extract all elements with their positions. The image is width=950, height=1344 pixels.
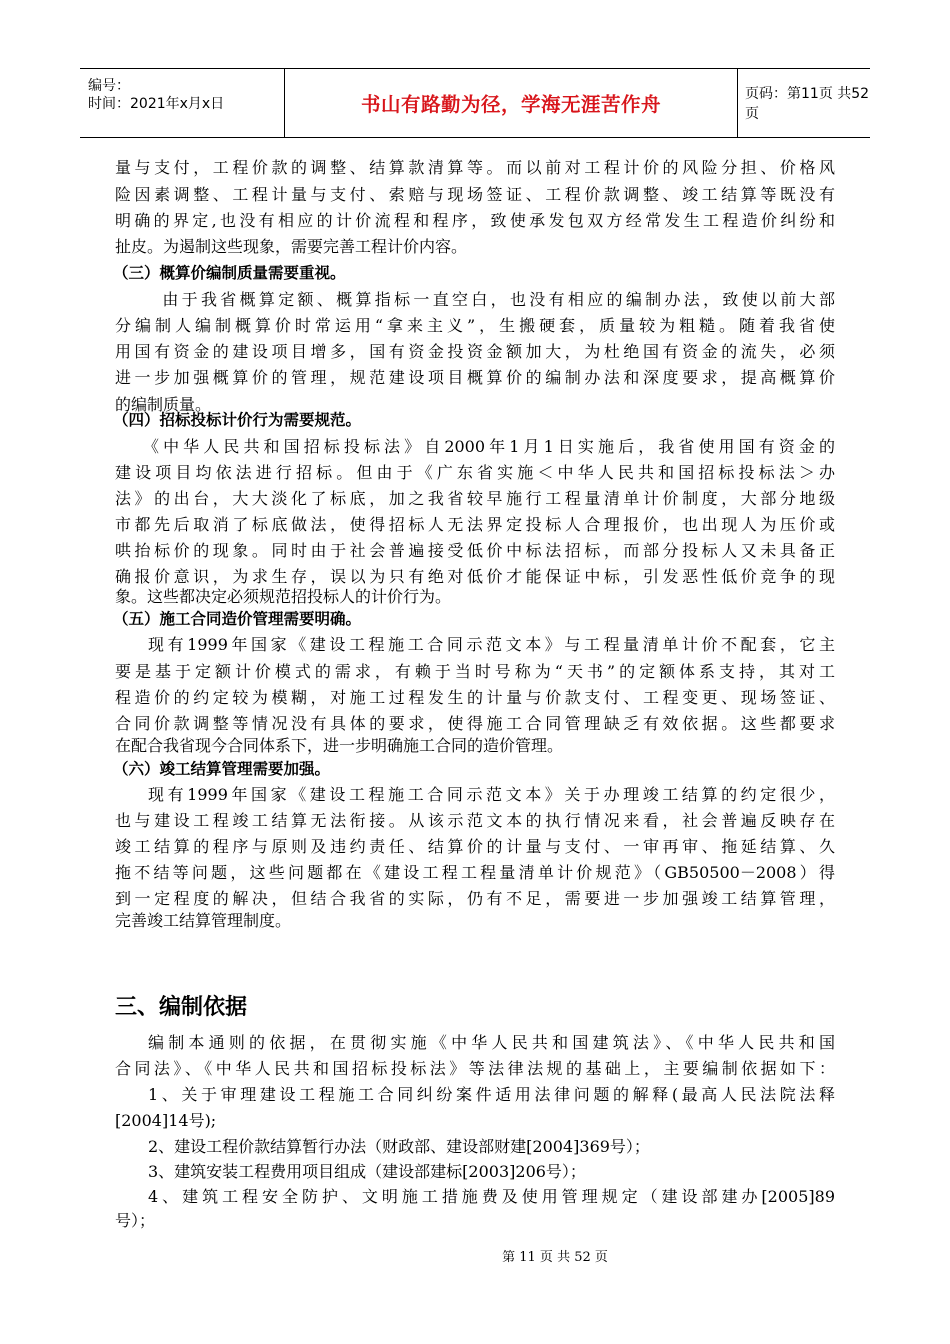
body-line: 明确的界定,也没有相应的计价流程和程序，致使承发包双方经常发生工程造价纠纷和 (115, 211, 835, 230)
body-line: 确报价意识，为求生存，误以为只有绝对低价才能保证中标，引发恶性低价竞争的现 (115, 567, 835, 586)
body-line: 合同法》、《中华人民共和国招标投标法》等法律法规的基础上，主要编制依据如下： (115, 1059, 835, 1078)
body-line: 在配合我省现今合同体系下，进一步明确施工合同的造价管理。 (115, 736, 564, 755)
subsection-heading: （六）竣工结算管理需要加强。 (113, 760, 331, 778)
subsection-heading: （三）概算价编制质量需要重视。 (113, 264, 346, 282)
body-line: 完善竣工结算管理制度。 (115, 911, 292, 930)
page-footer (0, 1250, 950, 1266)
body-line: 2、建设工程价款结算暂行办法（财政部、建设部财建[2004]369号）； (148, 1137, 650, 1156)
header-page-number: 页码：第11页 共52页 (745, 86, 870, 122)
body-line: 现有1999年国家《建设工程施工合同示范文本》与工程量清单计价不配套，它主 (148, 635, 835, 654)
body-line: 到一定程度的解决，但结合我省的实际，仍有不足，需要进一步加强竣工结算管理， (115, 889, 835, 908)
document-date-label: 时间：2021年x月x日 (88, 96, 225, 112)
body-line: 《中华人民共和国招标投标法》自2000年1月1日实施后，我省使用国有资金的 (143, 437, 835, 456)
body-line: [2004]14号); (115, 1111, 217, 1130)
header-meta (80, 69, 284, 137)
body-line: 扯皮。为遏制这些现象，需要完善工程计价内容。 (115, 237, 468, 256)
body-line: 合同价款调整等情况没有具体的要求，使得施工合同管理缺乏有效依据。这些都要求 (115, 714, 835, 733)
body-line: 要是基于定额计价模式的需求，有赖于当时号称为“天书”的定额体系支持，其对工 (115, 662, 835, 681)
footer-page-number: 第 11 页 共 52 页 (502, 1250, 608, 1265)
body-line: 量与支付，工程价款的调整、结算款清算等。而以前对工程计价的风险分担、价格风 (115, 158, 835, 177)
body-line: 市都先后取消了标底做法，使得招标人无法界定投标人合理报价，也出现人为压价或 (115, 515, 835, 534)
header-motto-cell (284, 69, 738, 137)
body-line: 4、建筑工程安全防护、文明施工措施费及使用管理规定（建设部建办[2005]89 (148, 1187, 835, 1206)
body-line: 建设项目均依法进行招标。但由于《广东省实施＜中华人民共和国招标投标法＞办 (115, 463, 835, 482)
section-title: 三、编制依据 (115, 995, 248, 1020)
body-line: 号）； (115, 1211, 156, 1230)
body-line: 哄抬标价的现象。同时由于社会普遍接受低价中标法招标，而部分投标人又未具备正 (115, 541, 835, 560)
body-line: 由于我省概算定额、概算指标一直空白，也没有相应的编制办法，致使以前大部 (143, 290, 835, 309)
body-line: 拖不结等问题，这些问题都在《建设工程工程量清单计价规范》（GB50500－2008）得 (115, 863, 835, 882)
body-line: 险因素调整、工程计量与支付、索赔与现场签证、工程价款调整、竣工结算等既没有 (115, 185, 835, 204)
body-line: 1、关于审理建设工程施工合同纠纷案件适用法律问题的解释(最高人民法院法释 (148, 1085, 835, 1104)
document-number-label: 编号： (88, 78, 130, 94)
header-page-cell (737, 69, 870, 137)
body-line: 象。这些都决定必须规范招投标人的计价行为。 (115, 587, 452, 606)
body-line: 程造价的约定较为模糊，对施工过程发生的计量与价款支付、工程变更、现场签证、 (115, 688, 835, 707)
subsection-heading: （五）施工合同造价管理需要明确。 (113, 610, 362, 628)
body-line: 用国有资金的建设项目增多，国有资金投资金额加大，为杜绝国有资金的流失，必须 (115, 342, 835, 361)
body-line: 编制本通则的依据，在贯彻实施《中华人民共和国建筑法》、《中华人民共和国 (148, 1033, 835, 1052)
subsection-heading: （四）招标投标计价行为需要规范。 (113, 411, 362, 429)
body-line: 分编制人编制概算价时常运用“拿来主义”，生搬硬套，质量较为粗糙。随着我省使 (115, 316, 835, 335)
body-line: 现有1999年国家《建设工程施工合同示范文本》关于办理竣工结算的约定很少， (148, 785, 835, 804)
body-line: 进一步加强概算价的管理，规范建设项目概算价的编制办法和深度要求，提高概算价 (115, 368, 835, 387)
body-line: 也与建设工程竣工结算无法衔接。从该示范文本的执行情况来看，社会普遍反映存在 (115, 811, 835, 830)
body-line: 竣工结算的程序与原则及违约责任、结算价的计量与支付、一审再审、拖延结算、久 (115, 837, 835, 856)
body-line: 法》的出台，大大淡化了标底，加之我省较早施行工程量清单计价制度，大部分地级 (115, 489, 835, 508)
document-header (80, 68, 870, 138)
body-line: 的编制质量。 (115, 395, 212, 414)
body-line: 3、建筑安装工程费用项目组成（建设部建标[2003]206号）； (148, 1162, 586, 1181)
header-motto: 书山有路勤为径，学海无涯苦作舟 (360, 93, 661, 116)
